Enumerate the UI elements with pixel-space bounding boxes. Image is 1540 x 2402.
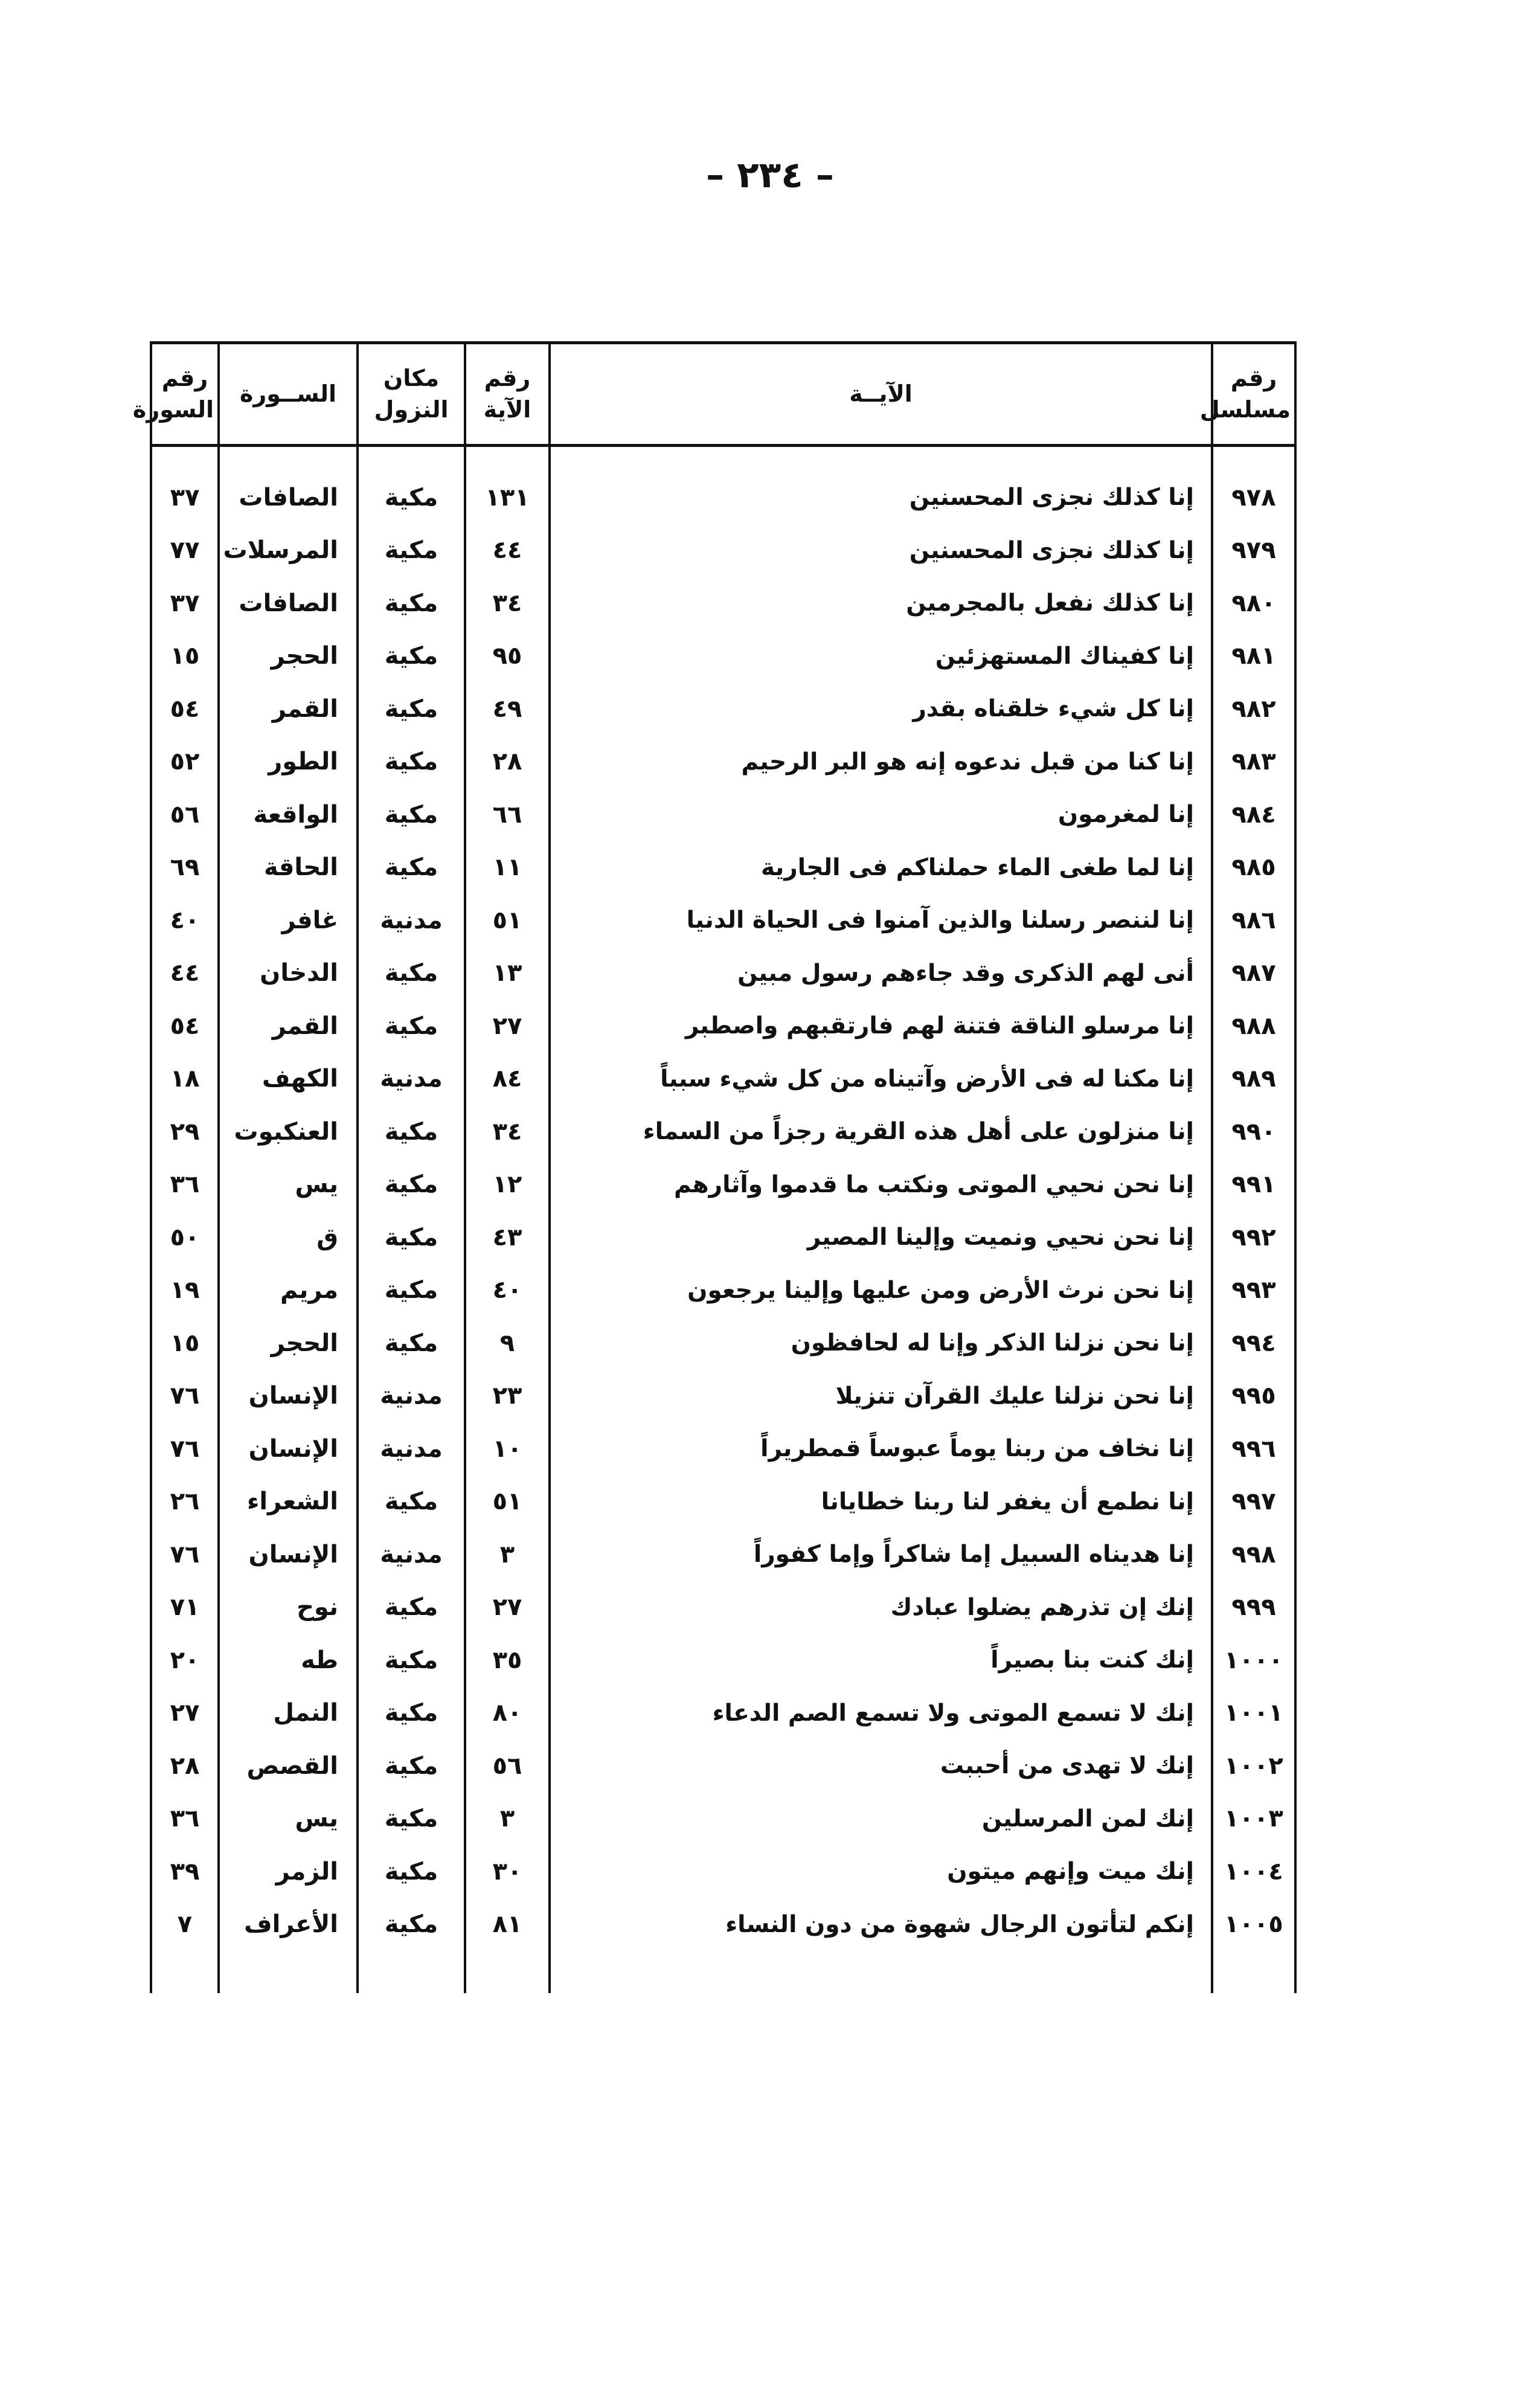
cell-serial: ١٠٠٣ [1212,1793,1295,1846]
header-row [151,343,1295,446]
cell-ayah-number: ٤٠ [465,1264,550,1317]
cell-surah: الإنسان [219,1422,358,1476]
cell-surah-number: ٦٩ [151,841,219,894]
table-row [151,736,1295,789]
cell-surah: الواقعة [219,788,358,841]
cell-revelation-place: مكية [358,841,465,894]
cell-surah: نوح [219,1581,358,1634]
cell-surah-number: ٤٠ [151,894,219,947]
table-row [151,1422,1295,1476]
cell-serial: ٩٩١ [1212,1158,1295,1212]
table-row [151,1317,1295,1370]
cell-revelation-place: مدنية [358,1422,465,1476]
cell-ayah-number: ٩ [465,1317,550,1370]
cell-serial: ١٠٠٠ [1212,1634,1295,1687]
cell-serial: ٩٩٤ [1212,1317,1295,1370]
cell-verse: إنا لما طغى الماء حملناكم فى الجارية [550,841,1212,894]
cell-verse: إنا هديناه السبيل إما شاكراً وإما كفوراً [550,1528,1212,1581]
cell-surah: مريم [219,1264,358,1317]
table-bottom-spacer [151,1951,1295,1993]
table-row [151,1264,1295,1317]
cell-revelation-place: مكية [358,1845,465,1898]
cell-verse: إنا كفيناك المستهزئين [550,630,1212,683]
cell-verse: إنا كل شيء خلقناه بقدر [550,682,1212,736]
cell-ayah-number: ٢٧ [465,1000,550,1053]
table-row [151,1000,1295,1053]
cell-surah: يس [219,1793,358,1846]
table-body [151,446,1295,1994]
table-header [132,343,1295,446]
cell-revelation-place: مكية [358,736,465,789]
cell-ayah-number: ٨١ [465,1898,550,1951]
cell-ayah-number: ١٢ [465,1158,550,1212]
cell-surah-number: ٥٢ [151,736,219,789]
verse-index-table [132,341,1297,1993]
cell-surah: الطور [219,736,358,789]
table-row [151,1634,1295,1687]
cell-serial: ٩٩٦ [1212,1422,1295,1476]
cell-verse: إنا كذلك نفعل بالمجرمين [550,577,1212,630]
cell-surah: طه [219,1634,358,1687]
cell-revelation-place: مكية [358,1211,465,1264]
cell-ayah-number: ٢٧ [465,1581,550,1634]
cell-serial: ١٠٠٤ [1212,1845,1295,1898]
cell-ayah-number: ٥١ [465,1476,550,1529]
table-row [151,577,1295,630]
cell-surah: يس [219,1158,358,1212]
cell-verse: إنا نحن نزلنا الذكر وإنا له لحافظون [550,1317,1212,1370]
cell-revelation-place: مكية [358,1000,465,1053]
cell-verse: إنك إن تذرهم يضلوا عبادك [550,1581,1212,1634]
cell-surah: الإنسان [219,1528,358,1581]
cell-verse: إنا نحن نحيي الموتى ونكتب ما قدموا وآثارهم [550,1158,1212,1212]
cell-verse: إنا نخاف من ربنا يوماً عبوساً قمطريراً [550,1422,1212,1476]
cell-ayah-number: ٢٨ [465,736,550,789]
table-row [151,841,1295,894]
cell-serial: ٩٨٦ [1212,894,1295,947]
table-row [151,1476,1295,1529]
cell-revelation-place: مكية [358,1476,465,1529]
table-row [151,894,1295,947]
table-row [151,524,1295,577]
cell-serial: ٩٨١ [1212,630,1295,683]
cell-surah: غافر [219,894,358,947]
cell-serial: ٩٧٨ [1212,471,1295,524]
cell-serial: ٩٩٩ [1212,1581,1295,1634]
cell-ayah-number: ١٠ [465,1422,550,1476]
cell-serial: ١٠٠٢ [1212,1739,1295,1793]
cell-serial: ٩٩٧ [1212,1476,1295,1529]
cell-ayah-number: ٥٦ [465,1739,550,1793]
cell-verse: إنا كذلك نجزى المحسنين [550,471,1212,524]
cell-surah: الصافات [219,577,358,630]
cell-verse: إنك كنت بنا بصيراً [550,1634,1212,1687]
cell-ayah-number: ٣ [465,1528,550,1581]
cell-revelation-place: مكية [358,1581,465,1634]
cell-revelation-place: مكية [358,1264,465,1317]
cell-revelation-place: مكية [358,471,465,524]
table-row [151,788,1295,841]
cell-revelation-place: مدنية [358,894,465,947]
cell-revelation-place: مكية [358,1739,465,1793]
cell-surah-number: ٣٩ [151,1845,219,1898]
cell-verse: إنا نحن نحيي ونميت وإلينا المصير [550,1211,1212,1264]
cell-surah: المرسلات [219,524,358,577]
header-verse: الآيــة [550,343,1212,446]
cell-surah: الحجر [219,630,358,683]
cell-ayah-number: ٣٤ [465,577,550,630]
cell-serial: ٩٨٤ [1212,788,1295,841]
cell-surah: الحاقة [219,841,358,894]
table-row [151,1793,1295,1846]
cell-serial: ٩٨٨ [1212,1000,1295,1053]
cell-verse: إنا لننصر رسلنا والذين آمنوا فى الحياة الدنيا [550,894,1212,947]
cell-ayah-number: ١٣١ [465,471,550,524]
cell-surah: الإنسان [219,1370,358,1423]
table-row [151,1105,1295,1158]
cell-serial: ٩٨٧ [1212,947,1295,1000]
cell-verse: إنا لمغرمون [550,788,1212,841]
cell-revelation-place: مكية [358,1898,465,1951]
cell-ayah-number: ١١ [465,841,550,894]
cell-revelation-place: مدنية [358,1053,465,1106]
cell-ayah-number: ٥١ [465,894,550,947]
cell-serial: ٩٨٥ [1212,841,1295,894]
cell-verse: إنك ميت وإنهم ميتون [550,1845,1212,1898]
header-ayah-number: رقم الآية [465,343,550,446]
header-surah-number: رقم السورة [151,343,219,446]
cell-surah-number: ٢٨ [151,1739,219,1793]
cell-ayah-number: ٨٠ [465,1687,550,1740]
cell-serial: ٩٩٣ [1212,1264,1295,1317]
cell-revelation-place: مكية [358,577,465,630]
cell-surah: ق [219,1211,358,1264]
cell-revelation-place: مكية [358,1158,465,1212]
table-row [151,1370,1295,1423]
table-row [151,1898,1295,1951]
cell-surah-number: ٣٦ [151,1793,219,1846]
cell-surah: النمل [219,1687,358,1740]
cell-surah-number: ١٥ [151,1317,219,1370]
cell-serial: ٩٩٥ [1212,1370,1295,1423]
verse-index-table-container [132,341,1294,1993]
cell-ayah-number: ٤٣ [465,1211,550,1264]
cell-surah-number: ٢٠ [151,1634,219,1687]
cell-surah-number: ٥٠ [151,1211,219,1264]
header-revelation-place: مكان النزول [358,343,465,446]
cell-surah-number: ١٥ [151,630,219,683]
cell-verse: إنك لا تسمع الموتى ولا تسمع الصم الدعاء [550,1687,1212,1740]
cell-ayah-number: ٣ [465,1793,550,1846]
table-row [151,1158,1295,1212]
cell-surah-number: ٧٦ [151,1528,219,1581]
table-row [151,1053,1295,1106]
cell-surah: الحجر [219,1317,358,1370]
header-surah: الســورة [219,343,358,446]
cell-surah: الشعراء [219,1476,358,1529]
cell-surah-number: ٥٤ [151,1000,219,1053]
cell-serial: ٩٩٢ [1212,1211,1295,1264]
cell-surah: القمر [219,682,358,736]
cell-surah-number: ٢٩ [151,1105,219,1158]
cell-serial: ٩٨٣ [1212,736,1295,789]
table-row [151,1581,1295,1634]
cell-revelation-place: مكية [358,1793,465,1846]
cell-surah-number: ٢٧ [151,1687,219,1740]
cell-ayah-number: ٤٤ [465,524,550,577]
cell-verse: إنا مكنا له فى الأرض وآتيناه من كل شيء سبباً [550,1053,1212,1106]
cell-verse: إنا مرسلو الناقة فتنة لهم فارتقبهم واصطبر [550,1000,1212,1053]
cell-serial: ٩٨٩ [1212,1053,1295,1106]
cell-revelation-place: مكية [358,630,465,683]
cell-verse: إنا نحن نزلنا عليك القرآن تنزيلا [550,1370,1212,1423]
page-number: – ٢٣٤ – [706,154,834,196]
table-row [151,630,1295,683]
cell-revelation-place: مدنية [358,1528,465,1581]
cell-surah-number: ٣٦ [151,1158,219,1212]
cell-revelation-place: مدنية [358,1370,465,1423]
cell-ayah-number: ٢٣ [465,1370,550,1423]
cell-serial: ١٠٠١ [1212,1687,1295,1740]
cell-revelation-place: مكية [358,682,465,736]
cell-revelation-place: مكية [358,788,465,841]
cell-ayah-number: ٣٠ [465,1845,550,1898]
cell-verse: إنك لا تهدى من أحببت [550,1739,1212,1793]
cell-surah-number: ٧٦ [151,1422,219,1476]
cell-verse: أنى لهم الذكرى وقد جاءهم رسول مبين [550,947,1212,1000]
cell-ayah-number: ١٣ [465,947,550,1000]
cell-surah: الزمر [219,1845,358,1898]
cell-ayah-number: ٦٦ [465,788,550,841]
cell-serial: ٩٩٨ [1212,1528,1295,1581]
cell-surah-number: ١٨ [151,1053,219,1106]
cell-serial: ٩٩٠ [1212,1105,1295,1158]
cell-surah-number: ٧٧ [151,524,219,577]
cell-surah: القصص [219,1739,358,1793]
cell-verse: إنا منزلون على أهل هذه القرية رجزاً من السماء [550,1105,1212,1158]
cell-surah: الدخان [219,947,358,1000]
cell-surah-number: ٧١ [151,1581,219,1634]
cell-surah-number: ٣٧ [151,577,219,630]
cell-surah: العنكبوت [219,1105,358,1158]
cell-serial: ٩٧٩ [1212,524,1295,577]
cell-verse: إنكم لتأتون الرجال شهوة من دون النساء [550,1898,1212,1951]
cell-surah-number: ١٩ [151,1264,219,1317]
cell-surah-number: ٧ [151,1898,219,1951]
cell-surah-number: ٣٧ [151,471,219,524]
cell-verse: إنا كذلك نجزى المحسنين [550,524,1212,577]
header-serial: رقم مسلسل [1212,343,1295,446]
cell-ayah-number: ٣٤ [465,1105,550,1158]
cell-ayah-number: ٤٩ [465,682,550,736]
cell-revelation-place: مكية [358,524,465,577]
table-row [151,1528,1295,1581]
cell-serial: ٩٨٠ [1212,577,1295,630]
cell-surah-number: ٤٤ [151,947,219,1000]
cell-surah-number: ٥٤ [151,682,219,736]
cell-ayah-number: ٣٥ [465,1634,550,1687]
cell-surah: الأعراف [219,1898,358,1951]
cell-verse: إنك لمن المرسلين [550,1793,1212,1846]
table-row [151,1845,1295,1898]
cell-surah-number: ٢٦ [151,1476,219,1529]
table-row [151,1739,1295,1793]
table-row [151,471,1295,524]
cell-verse: إنا كنا من قبل ندعوه إنه هو البر الرحيم [550,736,1212,789]
cell-surah-number: ٧٦ [151,1370,219,1423]
cell-serial: ١٠٠٥ [1212,1898,1295,1951]
cell-revelation-place: مكية [358,1634,465,1687]
cell-surah: الصافات [219,471,358,524]
cell-revelation-place: مكية [358,1105,465,1158]
cell-ayah-number: ٩٥ [465,630,550,683]
cell-revelation-place: مكية [358,1687,465,1740]
table-row [151,947,1295,1000]
cell-ayah-number: ٨٤ [465,1053,550,1106]
cell-verse: إنا نطمع أن يغفر لنا ربنا خطايانا [550,1476,1212,1529]
table-row [151,1211,1295,1264]
cell-revelation-place: مكية [358,947,465,1000]
table-row [151,682,1295,736]
table-top-spacer [151,446,1295,472]
cell-serial: ٩٨٢ [1212,682,1295,736]
table-row [151,1687,1295,1740]
cell-surah: القمر [219,1000,358,1053]
cell-surah: الكهف [219,1053,358,1106]
cell-revelation-place: مكية [358,1317,465,1370]
cell-surah-number: ٥٦ [151,788,219,841]
cell-verse: إنا نحن نرث الأرض ومن عليها وإلينا يرجعون [550,1264,1212,1317]
